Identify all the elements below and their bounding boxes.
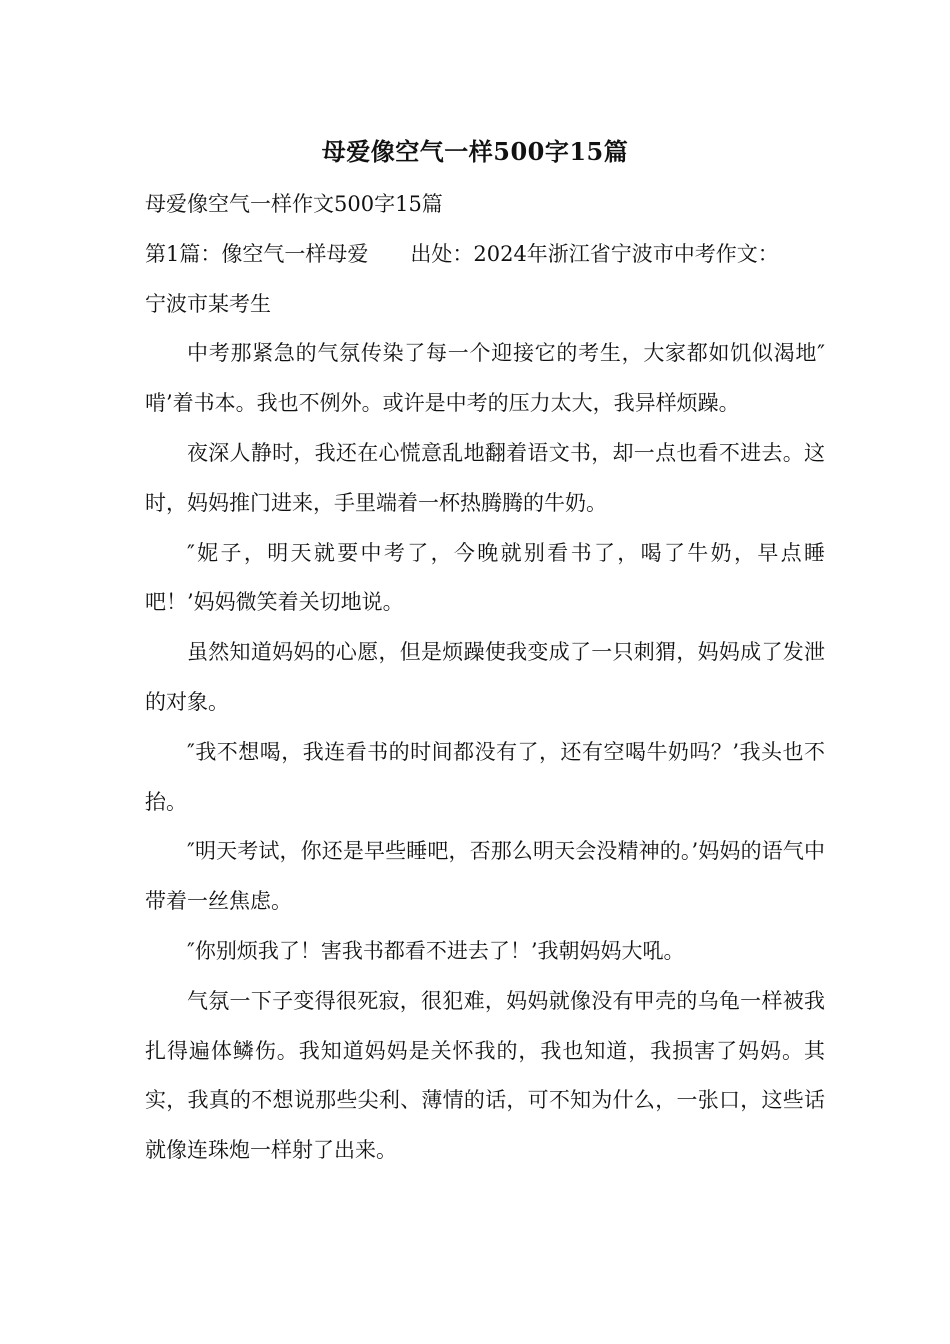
chapter-heading: 第1篇：像空气一样母爱 出处：2024年浙江省宁波市中考作文： <box>145 241 779 266</box>
document-subtitle: 母爱像空气一样作文500字15篇 <box>145 192 443 216</box>
paragraph: 夜深人静时，我还在心慌意乱地翻着语文书，却一点也看不进去。这时，妈妈推门进来，手里端着一杯热腾腾的牛奶。 <box>145 440 825 515</box>
paragraph: ″明天考试，你还是早些睡吧，否那么明天会没精神的。’妈妈的语气中带着一丝焦虑。 <box>145 839 825 914</box>
document-title: 母爱像空气一样500字15篇 <box>321 137 629 166</box>
paragraph: ″妮子，明天就要中考了，今晚就别看书了，喝了牛奶，早点睡吧！’妈妈微笑着关切地说。 <box>145 540 825 615</box>
author-line: 宁波市某考生 <box>145 291 271 316</box>
paragraph: ″我不想喝，我连看书的时间都没有了，还有空喝牛奶吗？’我头也不抬。 <box>145 739 825 814</box>
paragraph: ″你别烦我了！害我书都看不进去了！’我朝妈妈大吼。 <box>187 938 685 963</box>
paragraph: 气氛一下子变得很死寂，很犯难，妈妈就像没有甲壳的乌龟一样被我扎得遍体鳞伤。我知道妈妈是关怀我的，我也知道，我损害了妈妈。其实，我真的不想说那些尖利、薄情的话，可不知为什么，一张口，这些话就像连珠炮一样射了出来。 <box>145 988 825 1163</box>
paragraph: 虽然知道妈妈的心愿，但是烦躁使我变成了一只刺猬，妈妈成了发泄的对象。 <box>145 640 825 714</box>
paragraph: 中考那紧急的气氛传染了每一个迎接它的考生，大家都如饥似渴地″啃’着书本。我也不例外。或许是中考的压力太大，我异样烦躁。 <box>145 341 825 416</box>
document-body <box>145 180 825 1176</box>
